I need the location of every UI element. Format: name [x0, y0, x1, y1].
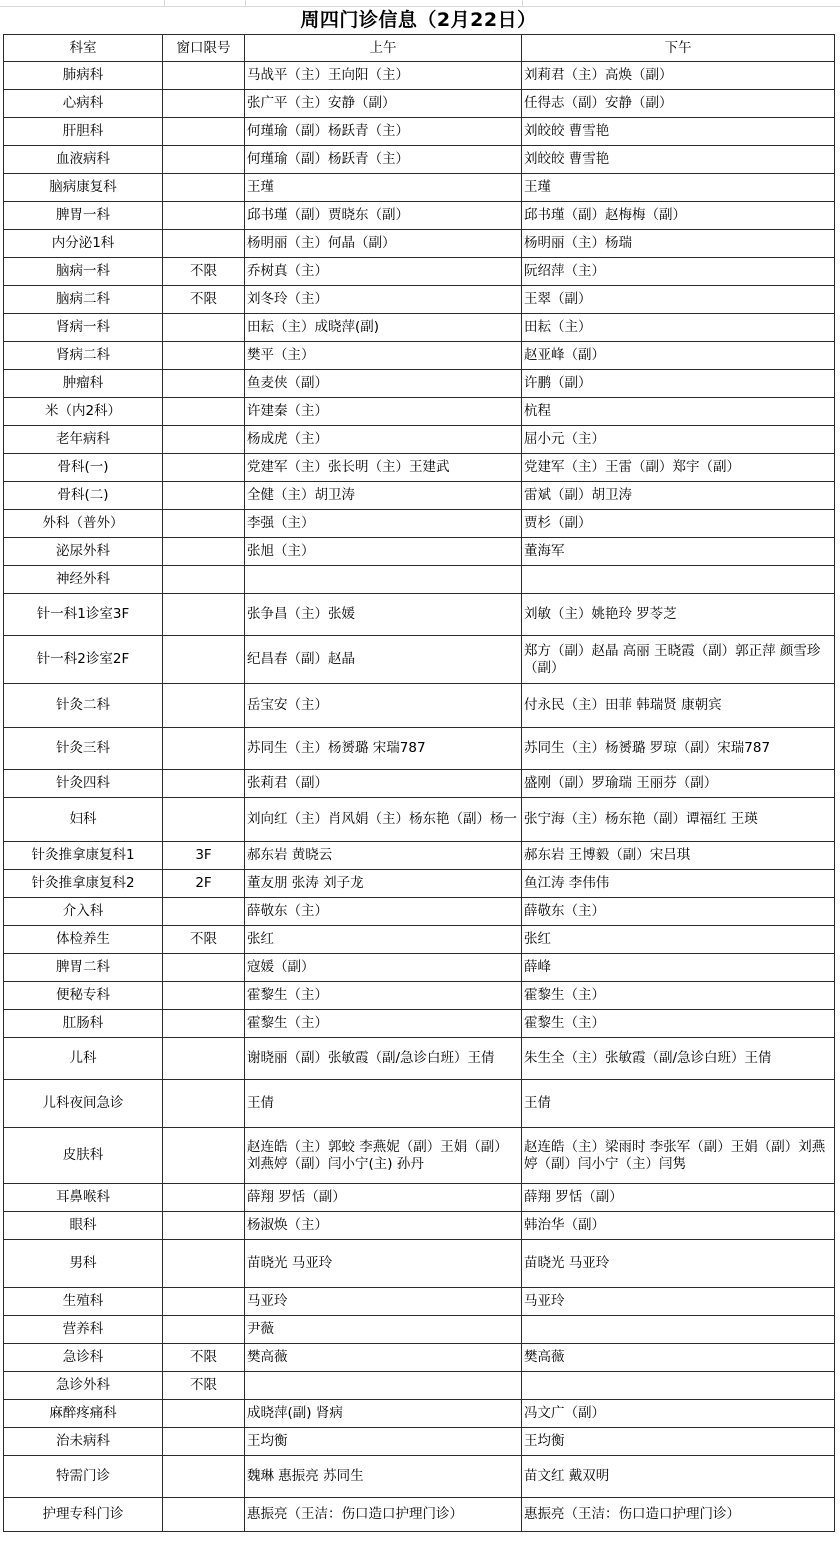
afternoon-doctors-cell: 苗晓光 马亚玲	[522, 1240, 835, 1288]
table-row	[4, 684, 835, 728]
window-limit-cell: 不限	[163, 926, 245, 954]
department-cell: 眼科	[4, 1212, 163, 1240]
department-cell: 护理专科门诊	[4, 1498, 163, 1532]
department-cell: 肿瘤科	[4, 370, 163, 398]
morning-doctors-cell: 何瑾瑜（副）杨跃青（主）	[245, 146, 522, 174]
morning-doctors-cell: 王均衡	[245, 1428, 522, 1456]
department-cell: 米（内2科）	[4, 398, 163, 426]
table-row	[4, 926, 835, 954]
header-morning: 上午	[245, 35, 522, 62]
afternoon-doctors-cell: 赵亚峰（副）	[522, 342, 835, 370]
department-cell: 肛肠科	[4, 1010, 163, 1038]
window-limit-cell	[163, 482, 245, 510]
window-limit-cell	[163, 1316, 245, 1344]
window-limit-cell	[163, 1010, 245, 1038]
afternoon-doctors-cell	[522, 566, 835, 594]
window-limit-cell	[163, 636, 245, 684]
morning-doctors-cell: 张红	[245, 926, 522, 954]
afternoon-doctors-cell: 冯文广（副）	[522, 1400, 835, 1428]
table-row	[4, 870, 835, 898]
department-cell: 肾病二科	[4, 342, 163, 370]
table-row	[4, 370, 835, 398]
morning-doctors-cell: 杨成虎（主）	[245, 426, 522, 454]
morning-doctors-cell: 全健（主）胡卫涛	[245, 482, 522, 510]
department-cell: 脑病二科	[4, 286, 163, 314]
department-cell: 特需门诊	[4, 1456, 163, 1498]
afternoon-doctors-cell: 盛刚（副）罗瑜瑞 王丽芬（副）	[522, 770, 835, 798]
department-cell: 骨科(一)	[4, 454, 163, 482]
morning-doctors-cell: 魏琳 惠振亮 苏同生	[245, 1456, 522, 1498]
table-row	[4, 286, 835, 314]
afternoon-doctors-cell: 阮绍萍（主）	[522, 258, 835, 286]
department-cell: 心病科	[4, 90, 163, 118]
morning-doctors-cell	[245, 566, 522, 594]
department-cell: 介入科	[4, 898, 163, 926]
table-row	[4, 1288, 835, 1316]
window-limit-cell	[163, 146, 245, 174]
morning-doctors-cell: 鱼麦侠（副）	[245, 370, 522, 398]
afternoon-doctors-cell: 惠振亮（王洁：伤口造口护理门诊）	[522, 1498, 835, 1532]
morning-doctors-cell: 张旭（主）	[245, 538, 522, 566]
table-row	[4, 1212, 835, 1240]
department-cell: 针一科1诊室3F	[4, 594, 163, 636]
morning-doctors-cell: 张广平（主）安静（副）	[245, 90, 522, 118]
afternoon-doctors-cell: 刘莉君（主）高焕（副）	[522, 62, 835, 90]
table-row	[4, 770, 835, 798]
window-limit-cell	[163, 1498, 245, 1532]
table-row	[4, 798, 835, 842]
afternoon-doctors-cell: 苏同生（主）杨赟璐 罗琼（副）宋瑞787	[522, 728, 835, 770]
afternoon-doctors-cell: 张红	[522, 926, 835, 954]
department-cell: 生殖科	[4, 1288, 163, 1316]
department-cell: 针灸二科	[4, 684, 163, 728]
table-row	[4, 202, 835, 230]
window-limit-cell	[163, 538, 245, 566]
department-cell: 泌尿外科	[4, 538, 163, 566]
table-row	[4, 1080, 835, 1128]
department-cell: 营养科	[4, 1316, 163, 1344]
table-row	[4, 426, 835, 454]
window-limit-cell	[163, 954, 245, 982]
morning-doctors-cell: 尹薇	[245, 1316, 522, 1344]
afternoon-doctors-cell: 霍黎生（主）	[522, 982, 835, 1010]
morning-doctors-cell: 邱书瑾（副）贾晓东（副）	[245, 202, 522, 230]
schedule-sheet	[3, 6, 834, 1532]
afternoon-doctors-cell: 张宁海（主）杨东艳（副）谭福红 王瑛	[522, 798, 835, 842]
department-cell: 妇科	[4, 798, 163, 842]
table-row	[4, 728, 835, 770]
afternoon-doctors-cell: 王瑾	[522, 174, 835, 202]
window-limit-cell	[163, 118, 245, 146]
morning-doctors-cell: 张莉君（副）	[245, 770, 522, 798]
table-row	[4, 454, 835, 482]
table-row	[4, 1184, 835, 1212]
department-cell: 神经外科	[4, 566, 163, 594]
window-limit-cell	[163, 90, 245, 118]
morning-doctors-cell: 董友朋 张涛 刘子龙	[245, 870, 522, 898]
department-cell: 儿科	[4, 1038, 163, 1080]
header-afternoon: 下午	[522, 35, 835, 62]
window-limit-cell	[163, 1428, 245, 1456]
window-limit-cell	[163, 1288, 245, 1316]
table-row	[4, 230, 835, 258]
department-cell: 血液病科	[4, 146, 163, 174]
table-row	[4, 842, 835, 870]
department-cell: 急诊科	[4, 1344, 163, 1372]
window-limit-cell	[163, 1400, 245, 1428]
department-cell: 脑病一科	[4, 258, 163, 286]
afternoon-doctors-cell: 杭程	[522, 398, 835, 426]
afternoon-doctors-cell: 邱书瑾（副）赵梅梅（副）	[522, 202, 835, 230]
window-limit-cell	[163, 342, 245, 370]
morning-doctors-cell: 乔树真（主）	[245, 258, 522, 286]
table-row	[4, 1428, 835, 1456]
afternoon-doctors-cell: 薛峰	[522, 954, 835, 982]
department-cell: 治未病科	[4, 1428, 163, 1456]
morning-doctors-cell: 惠振亮（王洁：伤口造口护理门诊）	[245, 1498, 522, 1532]
morning-doctors-cell: 张争昌（主）张媛	[245, 594, 522, 636]
window-limit-cell: 不限	[163, 1344, 245, 1372]
afternoon-doctors-cell: 田耘（主）	[522, 314, 835, 342]
department-cell: 骨科(二)	[4, 482, 163, 510]
table-row	[4, 1456, 835, 1498]
afternoon-doctors-cell: 霍黎生（主）	[522, 1010, 835, 1038]
window-limit-cell	[163, 510, 245, 538]
afternoon-doctors-cell: 屈小元（主）	[522, 426, 835, 454]
afternoon-doctors-cell: 韩治华（副）	[522, 1212, 835, 1240]
department-cell: 体检养生	[4, 926, 163, 954]
table-row	[4, 482, 835, 510]
department-cell: 脾胃二科	[4, 954, 163, 982]
afternoon-doctors-cell: 党建军（主）王雷（副）郑宇（副）	[522, 454, 835, 482]
table-row	[4, 1344, 835, 1372]
morning-doctors-cell	[245, 1372, 522, 1400]
table-row	[4, 258, 835, 286]
window-limit-cell: 不限	[163, 1372, 245, 1400]
table-row	[4, 1400, 835, 1428]
department-cell: 急诊外科	[4, 1372, 163, 1400]
department-cell: 针灸推拿康复科1	[4, 842, 163, 870]
department-cell: 针一科2诊室2F	[4, 636, 163, 684]
header-window-limit: 窗口限号	[163, 35, 245, 62]
department-cell: 脑病康复科	[4, 174, 163, 202]
department-cell: 儿科夜间急诊	[4, 1080, 163, 1128]
table-row	[4, 982, 835, 1010]
afternoon-doctors-cell: 王均衡	[522, 1428, 835, 1456]
table-row	[4, 1498, 835, 1532]
morning-doctors-cell: 马亚玲	[245, 1288, 522, 1316]
afternoon-doctors-cell: 郑方（副）赵晶 高丽 王晓霞（副）郭正萍 颜雪珍（副）	[522, 636, 835, 684]
table-row	[4, 510, 835, 538]
department-cell: 便秘专科	[4, 982, 163, 1010]
afternoon-doctors-cell: 鱼江涛 李伟伟	[522, 870, 835, 898]
morning-doctors-cell: 纪昌春（副）赵晶	[245, 636, 522, 684]
window-limit-cell	[163, 62, 245, 90]
morning-doctors-cell: 成晓萍(副) 肾病	[245, 1400, 522, 1428]
table-row	[4, 398, 835, 426]
window-limit-cell	[163, 898, 245, 926]
morning-doctors-cell: 李强（主）	[245, 510, 522, 538]
table-row	[4, 90, 835, 118]
window-limit-cell	[163, 684, 245, 728]
table-row	[4, 62, 835, 90]
window-limit-cell	[163, 728, 245, 770]
morning-doctors-cell: 田耘（主）成晓萍(副)	[245, 314, 522, 342]
table-row	[4, 1010, 835, 1038]
table-row	[4, 1316, 835, 1344]
table-body	[4, 62, 835, 1532]
department-cell: 脾胃一科	[4, 202, 163, 230]
afternoon-doctors-cell: 郝东岩 王博毅（副）宋吕琪	[522, 842, 835, 870]
window-limit-cell	[163, 454, 245, 482]
table-row	[4, 146, 835, 174]
window-limit-cell	[163, 1240, 245, 1288]
department-cell: 男科	[4, 1240, 163, 1288]
window-limit-cell	[163, 1456, 245, 1498]
window-limit-cell: 2F	[163, 870, 245, 898]
window-limit-cell	[163, 594, 245, 636]
table-row	[4, 1240, 835, 1288]
afternoon-doctors-cell: 薛敬东（主）	[522, 898, 835, 926]
afternoon-doctors-cell: 雷斌（副）胡卫涛	[522, 482, 835, 510]
department-cell: 针灸四科	[4, 770, 163, 798]
afternoon-doctors-cell: 王翠（副）	[522, 286, 835, 314]
table-row	[4, 314, 835, 342]
morning-doctors-cell: 杨淑焕（主）	[245, 1212, 522, 1240]
table-row	[4, 342, 835, 370]
morning-doctors-cell: 薛翔 罗恬（副）	[245, 1184, 522, 1212]
morning-doctors-cell: 樊平（主）	[245, 342, 522, 370]
window-limit-cell	[163, 982, 245, 1010]
department-cell: 针灸推拿康复科2	[4, 870, 163, 898]
afternoon-doctors-cell: 刘敏（主）姚艳玲 罗苓芝	[522, 594, 835, 636]
afternoon-doctors-cell: 马亚玲	[522, 1288, 835, 1316]
afternoon-doctors-cell: 赵连皓（主）梁雨时 李张军（副）王娟（副）刘燕婷（副）闫小宁（主）闫隽	[522, 1128, 835, 1184]
afternoon-doctors-cell: 付永民（主）田菲 韩瑞贤 康朝宾	[522, 684, 835, 728]
header-department: 科室	[4, 35, 163, 62]
morning-doctors-cell: 赵连皓（主）郭蛟 李燕妮（副）王娟（副）刘燕婷（副）闫小宁(主) 孙丹	[245, 1128, 522, 1184]
window-limit-cell	[163, 314, 245, 342]
window-limit-cell	[163, 202, 245, 230]
window-limit-cell	[163, 1128, 245, 1184]
morning-doctors-cell: 苗晓光 马亚玲	[245, 1240, 522, 1288]
table-row	[4, 1128, 835, 1184]
department-cell: 肾病一科	[4, 314, 163, 342]
department-cell: 内分泌1科	[4, 230, 163, 258]
department-cell: 老年病科	[4, 426, 163, 454]
window-limit-cell	[163, 370, 245, 398]
afternoon-doctors-cell: 苗文红 戴双明	[522, 1456, 835, 1498]
table-row	[4, 174, 835, 202]
window-limit-cell	[163, 1038, 245, 1080]
page-title: 周四门诊信息（2月22日）	[300, 9, 537, 31]
department-cell: 耳鼻喉科	[4, 1184, 163, 1212]
morning-doctors-cell: 刘冬玲（主）	[245, 286, 522, 314]
department-cell: 皮肤科	[4, 1128, 163, 1184]
afternoon-doctors-cell: 刘皎皎 曹雪艳	[522, 118, 835, 146]
window-limit-cell: 不限	[163, 258, 245, 286]
window-limit-cell	[163, 566, 245, 594]
morning-doctors-cell: 霍黎生（主）	[245, 1010, 522, 1038]
department-cell: 肝胆科	[4, 118, 163, 146]
window-limit-cell	[163, 174, 245, 202]
morning-doctors-cell: 樊高薇	[245, 1344, 522, 1372]
afternoon-doctors-cell: 杨明丽（主）杨瑞	[522, 230, 835, 258]
morning-doctors-cell: 薛敬东（主）	[245, 898, 522, 926]
department-cell: 外科（普外）	[4, 510, 163, 538]
table-row	[4, 118, 835, 146]
afternoon-doctors-cell: 任得志（副）安静（副）	[522, 90, 835, 118]
window-limit-cell: 3F	[163, 842, 245, 870]
department-cell: 肺病科	[4, 62, 163, 90]
afternoon-doctors-cell: 薛翔 罗恬（副）	[522, 1184, 835, 1212]
morning-doctors-cell: 党建军（主）张长明（主）王建武	[245, 454, 522, 482]
afternoon-doctors-cell: 许鹏（副）	[522, 370, 835, 398]
table-row	[4, 1038, 835, 1080]
clinic-schedule-table	[3, 34, 835, 1532]
morning-doctors-cell: 马战平（主）王向阳（主）	[245, 62, 522, 90]
morning-doctors-cell: 寇媛（副）	[245, 954, 522, 982]
afternoon-doctors-cell	[522, 1372, 835, 1400]
header-row	[4, 35, 835, 62]
table-row	[4, 636, 835, 684]
afternoon-doctors-cell: 王倩	[522, 1080, 835, 1128]
afternoon-doctors-cell: 朱生全（主）张敏霞（副/急诊白班）王倩	[522, 1038, 835, 1080]
table-row	[4, 566, 835, 594]
window-limit-cell	[163, 1184, 245, 1212]
morning-doctors-cell: 何瑾瑜（副）杨跃青（主）	[245, 118, 522, 146]
afternoon-doctors-cell: 董海军	[522, 538, 835, 566]
window-limit-cell	[163, 230, 245, 258]
window-limit-cell	[163, 1080, 245, 1128]
window-limit-cell	[163, 398, 245, 426]
morning-doctors-cell: 刘向红（主）肖风娟（主）杨东艳（副）杨一	[245, 798, 522, 842]
afternoon-doctors-cell	[522, 1316, 835, 1344]
morning-doctors-cell: 杨明丽（主）何晶（副）	[245, 230, 522, 258]
window-limit-cell	[163, 1212, 245, 1240]
morning-doctors-cell: 苏同生（主）杨赟璐 宋瑞787	[245, 728, 522, 770]
table-row	[4, 898, 835, 926]
table-row	[4, 594, 835, 636]
morning-doctors-cell: 王瑾	[245, 174, 522, 202]
morning-doctors-cell: 许建秦（主）	[245, 398, 522, 426]
afternoon-doctors-cell: 贾杉（副）	[522, 510, 835, 538]
window-limit-cell	[163, 770, 245, 798]
window-limit-cell	[163, 426, 245, 454]
window-limit-cell: 不限	[163, 286, 245, 314]
afternoon-doctors-cell: 刘皎皎 曹雪艳	[522, 146, 835, 174]
morning-doctors-cell: 王倩	[245, 1080, 522, 1128]
table-row	[4, 954, 835, 982]
morning-doctors-cell: 谢晓丽（副）张敏霞（副/急诊白班）王倩	[245, 1038, 522, 1080]
table-row	[4, 538, 835, 566]
window-limit-cell	[163, 798, 245, 842]
department-cell: 麻醉疼痛科	[4, 1400, 163, 1428]
department-cell: 针灸三科	[4, 728, 163, 770]
morning-doctors-cell: 霍黎生（主）	[245, 982, 522, 1010]
afternoon-doctors-cell: 樊高薇	[522, 1344, 835, 1372]
morning-doctors-cell: 岳宝安（主）	[245, 684, 522, 728]
table-row	[4, 1372, 835, 1400]
morning-doctors-cell: 郝东岩 黄晓云	[245, 842, 522, 870]
